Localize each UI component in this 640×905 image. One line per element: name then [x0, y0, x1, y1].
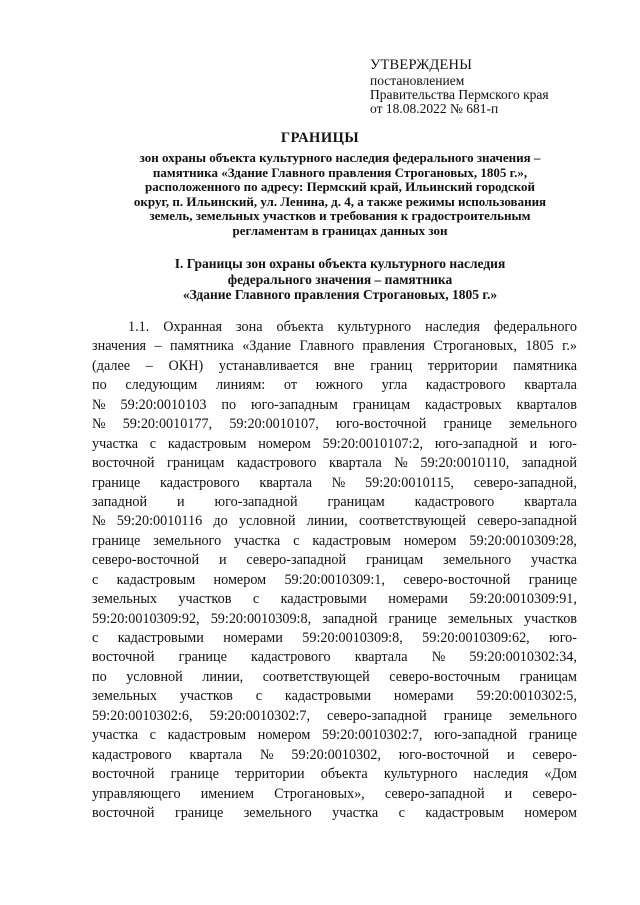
text-line — [92, 357, 577, 376]
word: «Дом — [544, 766, 577, 783]
word: южного — [315, 377, 363, 394]
word: кадастровыми — [280, 591, 367, 608]
word: юго- — [549, 630, 577, 646]
word: № — [260, 746, 274, 763]
word: границе — [443, 707, 492, 724]
word: 59:20:0010309:8, — [302, 630, 403, 646]
word: номерами — [388, 591, 448, 608]
word: восточной — [92, 766, 155, 783]
word: земельного — [153, 532, 222, 549]
word: восточной — [92, 455, 155, 472]
word: значения — [92, 338, 147, 355]
word: границе — [170, 766, 219, 783]
word: границе — [92, 532, 141, 549]
word: северо-западной — [384, 785, 485, 802]
word: от — [283, 377, 298, 394]
word: объекта — [320, 766, 368, 783]
word: участков — [524, 610, 577, 627]
word: границ — [370, 357, 413, 374]
word: квартала — [259, 474, 313, 491]
word: юго-западной — [434, 727, 518, 744]
word: № — [92, 396, 106, 413]
word: по — [221, 396, 237, 413]
text-line — [92, 318, 577, 337]
word: 59:20:0010177, — [122, 416, 213, 433]
word: юго-западной — [214, 493, 298, 510]
word: юго-западной — [434, 435, 518, 452]
text-line — [92, 396, 577, 415]
word: с — [92, 571, 99, 588]
word: земельного — [508, 416, 577, 433]
word: Главного — [299, 338, 354, 355]
word: квартала — [354, 649, 408, 666]
word: 59:20:0010103 — [120, 396, 207, 413]
word: линии, — [306, 513, 348, 530]
word: номером — [258, 435, 311, 452]
word: управляющего — [92, 785, 181, 802]
word: кадастровыми — [284, 688, 372, 705]
word: северо- — [532, 785, 577, 802]
word: границам — [519, 668, 577, 685]
word: – — [145, 357, 153, 374]
word: западной — [92, 493, 148, 510]
word: номером — [403, 532, 457, 549]
word: № — [92, 416, 106, 433]
text-line — [92, 551, 577, 570]
word: г.» — [562, 338, 577, 355]
word: условной — [126, 668, 183, 685]
word: кадастровым — [116, 571, 196, 588]
text-line — [92, 629, 577, 648]
word: и — [504, 785, 513, 802]
word: до — [213, 513, 228, 530]
text-line — [92, 454, 577, 473]
word: 59:20:0010302, — [291, 746, 381, 763]
word: границе — [388, 610, 437, 627]
word: с — [255, 688, 263, 705]
word: «Здание — [242, 338, 292, 355]
document-title: ГРАНИЦЫ — [280, 130, 360, 146]
word: юго- — [549, 435, 577, 452]
word: линиям: — [215, 377, 266, 394]
word: западной — [322, 610, 378, 627]
text-line — [92, 474, 577, 493]
word: 59:20:0010309:1, — [284, 571, 385, 588]
text-line — [92, 337, 577, 356]
text-line — [92, 610, 577, 629]
word: кадастровым — [167, 435, 247, 452]
word: 59:20:0010107:2, — [322, 435, 424, 452]
word: Строгановых, — [433, 338, 517, 355]
word: северо-западной — [327, 707, 427, 724]
word: и — [218, 552, 227, 569]
document-subtitle — [92, 151, 588, 239]
word: кадастровым — [167, 727, 247, 744]
word: границе — [174, 804, 224, 821]
word: границам — [327, 493, 385, 510]
word: участков — [179, 688, 233, 705]
word: 59:20:0010309:28, — [469, 532, 577, 549]
word: северо-восточной — [403, 571, 511, 588]
word: памятника — [513, 357, 577, 374]
word: юго-западным — [251, 396, 338, 413]
word: 59:20:0010116 — [116, 513, 203, 530]
subtitle-line: округ, п. Ильинский, ул. Ленина, д. 4, а также режимы использования — [133, 193, 547, 209]
word: № — [394, 455, 408, 472]
word: и — [506, 746, 515, 763]
text-line — [92, 765, 577, 784]
text-line — [92, 804, 577, 823]
word: и — [529, 435, 538, 452]
word: по — [92, 668, 107, 685]
word: с — [92, 630, 99, 646]
text-line — [92, 746, 577, 765]
word: границе — [528, 571, 577, 588]
text-line — [92, 435, 577, 454]
word: наследия — [473, 766, 529, 783]
word: участка — [92, 435, 138, 452]
word: кадастровыми — [117, 630, 204, 646]
word: соответствующей — [262, 668, 370, 685]
word: земельного — [443, 552, 512, 569]
word: с — [398, 804, 405, 821]
word: квартала — [189, 746, 243, 763]
word: квартала — [524, 377, 577, 394]
word: северо-западной — [477, 513, 577, 530]
word: квартала — [524, 493, 577, 510]
word: наследия — [425, 319, 480, 335]
subtitle-line: зон охраны объекта культурного наследия федерального значения – — [139, 150, 541, 165]
word: 59:20:0010309:8, — [210, 610, 312, 627]
word: участков — [178, 591, 232, 608]
word: восточной — [92, 804, 155, 821]
text-line — [92, 493, 577, 512]
word: 1.1. — [128, 319, 150, 335]
word: кадастрового — [251, 649, 331, 666]
text-line — [92, 532, 577, 551]
word: 59:20:0010302:7, — [321, 727, 423, 744]
subtitle-line: регламентам в границах данных зон — [232, 222, 448, 238]
word: соответствующей — [358, 513, 466, 530]
word: участка — [530, 552, 577, 569]
word: кадастрового — [160, 474, 240, 491]
text-line — [92, 726, 577, 745]
word: правления — [362, 338, 425, 355]
word: кварталов — [516, 396, 577, 413]
word: территории — [427, 357, 498, 374]
word: границам — [352, 396, 411, 413]
section-heading-line: «Здание Главного правления Строгановых, 1805 г.» — [182, 287, 498, 302]
section-heading-line: федерального значения – памятника — [227, 271, 453, 287]
word: границам — [167, 455, 225, 472]
word: линии, — [202, 668, 244, 685]
word: земельного — [243, 804, 312, 821]
word: участка — [332, 804, 379, 821]
word: северо- — [532, 746, 577, 763]
word: кадастрового — [414, 493, 495, 510]
word: федерального — [493, 319, 577, 335]
word: (далее — [92, 357, 131, 374]
text-line — [92, 571, 577, 590]
approval-line: постановлением — [370, 73, 465, 88]
word: культурного — [383, 766, 458, 783]
word: и — [177, 493, 185, 510]
word: северо-восточным — [389, 668, 501, 685]
word: северо-западной — [246, 552, 347, 569]
word: 1805 — [525, 338, 554, 355]
word: номером — [213, 571, 267, 588]
subtitle-line: памятника «Здание Главного правления Строгановых, 1805 г.», — [152, 164, 528, 180]
word: № — [431, 649, 446, 666]
word: границе — [92, 474, 141, 491]
word: Строгановых», — [274, 785, 365, 802]
word: западной — [521, 455, 577, 472]
word: кадастровым — [425, 804, 504, 821]
word: кадастрового — [92, 746, 172, 763]
word: кадастрового — [236, 455, 317, 472]
subtitle-line: расположенного по адресу: Пермский край, Ильинский городской — [145, 179, 535, 195]
word: земельных — [92, 591, 157, 608]
word: 59:20:0010302:7, — [209, 707, 310, 724]
subtitle-line: земель, земельных участков и требования к градостроительным — [149, 208, 531, 224]
word: с — [149, 435, 157, 452]
section-heading-line: I. Границы зон охраны объекта культурного наследия — [174, 256, 506, 271]
word: участка — [92, 727, 138, 744]
word: квартала — [328, 455, 382, 472]
word: 59:20:0010302:5, — [476, 688, 577, 705]
text-line — [92, 648, 577, 667]
word: памятника — [170, 338, 234, 355]
word: кадастровым — [312, 532, 391, 549]
approval-stamp — [370, 57, 549, 116]
word: восточной — [92, 649, 155, 666]
word: ОКН) — [168, 357, 204, 374]
word: зона — [236, 319, 263, 335]
word: № — [92, 513, 106, 530]
word: с — [252, 591, 260, 608]
word: – — [154, 338, 162, 355]
word: границе — [528, 727, 577, 744]
text-line — [92, 512, 577, 531]
word: земельного — [509, 707, 577, 724]
word: 59:20:0010309:92, — [92, 610, 200, 627]
word: следующим — [125, 377, 198, 394]
text-line — [92, 668, 577, 687]
text-line — [92, 415, 577, 434]
word: культурного — [337, 319, 412, 335]
word: номером — [257, 727, 311, 744]
word: вне — [333, 357, 355, 374]
word: северо-западной, — [473, 474, 577, 491]
word: объекта — [276, 319, 324, 335]
word: имением — [200, 785, 255, 802]
text-line — [92, 785, 577, 804]
word: номерами — [393, 688, 454, 705]
word: с — [149, 727, 156, 744]
word: юго-восточной — [335, 416, 427, 433]
word: участка — [234, 532, 281, 549]
word: границе — [443, 416, 492, 433]
word: юго-восточной — [398, 746, 490, 763]
word: Охранная — [163, 319, 223, 335]
word: по — [92, 377, 107, 394]
word: 59:20:0010110, — [420, 455, 510, 472]
word: земельных — [447, 610, 513, 627]
word: с — [293, 532, 300, 549]
word: северо-восточной — [92, 552, 200, 569]
word: устанавливается — [218, 357, 319, 374]
approval-heading: УТВЕРЖДЕНЫ — [370, 57, 473, 73]
word: 59:20:0010115, — [365, 474, 454, 491]
word: номером — [524, 804, 577, 821]
word: территории — [234, 766, 305, 783]
word: границе — [178, 649, 227, 666]
text-line — [92, 376, 577, 395]
text-line — [92, 707, 577, 726]
section-heading — [128, 256, 552, 303]
word: условной — [238, 513, 296, 530]
paragraph-1-1 — [92, 318, 577, 823]
word: 59:20:0010302:6, — [92, 707, 193, 724]
word: кадастровых — [425, 396, 502, 413]
word: 59:20:0010107, — [229, 416, 319, 433]
text-line — [92, 687, 577, 706]
word: границам — [365, 552, 424, 569]
word: 59:20:0010309:91, — [469, 591, 577, 608]
word: 59:20:0010302:34, — [469, 649, 577, 666]
word: номерами — [223, 630, 283, 646]
word: кадастрового — [425, 377, 506, 394]
word: угла — [381, 377, 408, 394]
text-line — [92, 590, 577, 609]
word: 59:20:0010309:62, — [422, 630, 530, 646]
word: № — [331, 474, 346, 491]
approval-line: от 18.08.2022 № 681-п — [370, 101, 499, 116]
approval-line: Правительства Пермского края — [370, 87, 549, 102]
word: земельных — [92, 688, 157, 705]
